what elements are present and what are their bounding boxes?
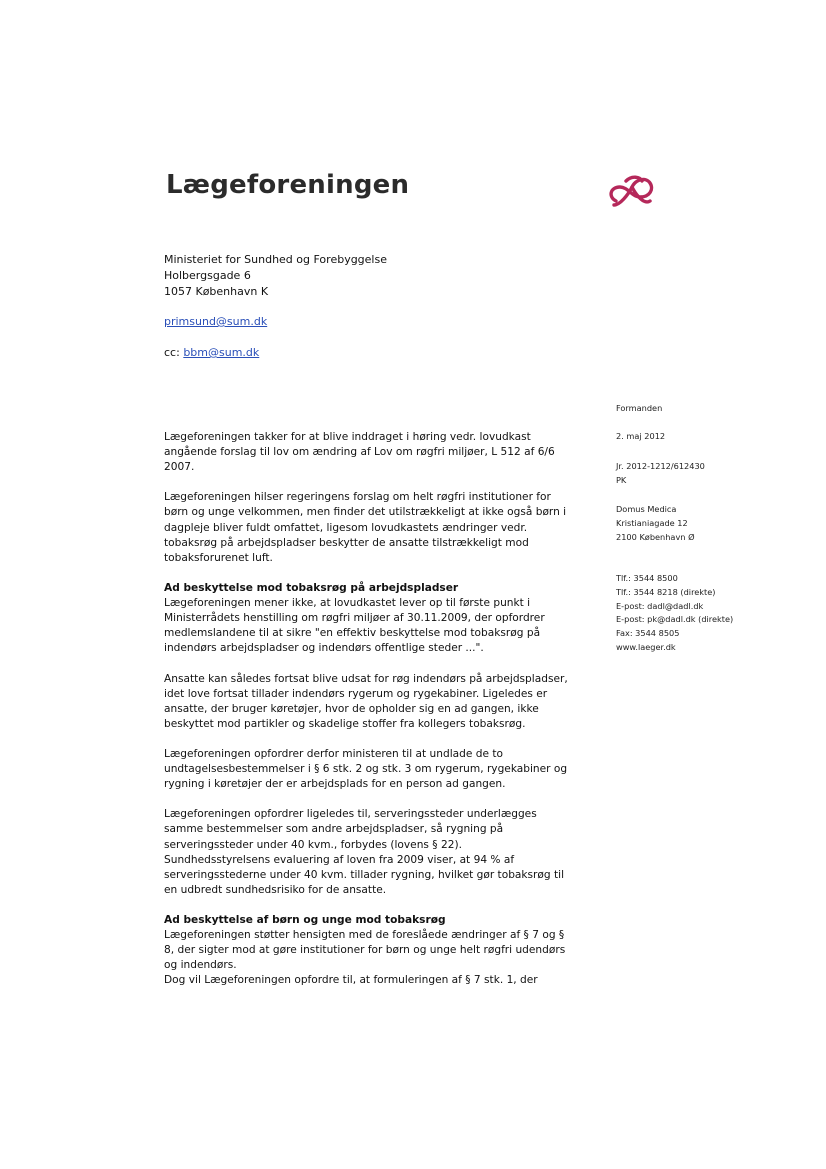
text-line: rygning i køretøjer der er arbejdsplads for en person ad gangen. bbox=[164, 778, 506, 791]
recipient-email-row bbox=[164, 315, 267, 328]
text-line: Ansatte kan således fortsat blive udsat for røg indendørs på arbejdspladser, bbox=[164, 672, 568, 685]
text-line: serveringsstederne under 40 kvm. tillader rygning, hvilket gør tobaksrøg til bbox=[164, 868, 565, 881]
caduceus-serpent-icon bbox=[606, 171, 658, 213]
cc-email-link[interactable]: bbm@sum.dk bbox=[183, 346, 260, 359]
paragraph bbox=[164, 581, 584, 656]
recipient-line: 1057 København K bbox=[164, 285, 269, 298]
paragraph bbox=[164, 807, 584, 898]
text-line: indendørs arbejdspladser og indendørs offentlige steder ...". bbox=[164, 642, 484, 655]
paragraph bbox=[164, 672, 584, 732]
text-line: og indendørs. bbox=[164, 959, 237, 972]
paragraph bbox=[164, 430, 584, 475]
paragraph bbox=[164, 747, 584, 792]
contact-line: E-post: pk@dadl.dk (direkte) bbox=[616, 614, 734, 625]
text-line: beskyttet mod partikler og skadelige stoffer fra kollegers tobaksrøg. bbox=[164, 717, 526, 730]
recipient-email-link[interactable]: primsund@sum.dk bbox=[164, 315, 268, 328]
text-line: børn og unge velkommen, men finder det utilstrækkeligt at ikke også børn i bbox=[164, 506, 567, 519]
text-line: serveringssteder under 40 kvm., forbydes (lovens § 22). bbox=[164, 838, 462, 851]
text-line: samme bestemmelser som andre arbejdspladser, så rygning på bbox=[164, 823, 504, 836]
text-line: 2007. bbox=[164, 461, 195, 474]
organization-name: Lægeforeningen bbox=[166, 170, 410, 200]
cc-row bbox=[164, 346, 259, 359]
text-line: Lægeforeningen opfordrer derfor ministeren til at undlade de to bbox=[164, 747, 503, 760]
sender-initials: PK bbox=[616, 474, 627, 485]
section-heading: Ad beskyttelse af børn og unge mod tobaksrøg bbox=[164, 914, 446, 926]
text-line: ansatte, der bruger køretøjer, hvor de opholder sig en ad gangen, ikke bbox=[164, 702, 539, 715]
text-line: Lægeforeningen støtter hensigten med de foreslåede ændringer af § 7 og § bbox=[164, 929, 565, 942]
text-line: Dog vil Lægeforeningen opfordre til, at formuleringen af § 7 stk. 1, der bbox=[164, 974, 538, 987]
text-line: Sundhedsstyrelsens evaluering af loven fra 2009 viser, at 94 % af bbox=[164, 853, 515, 866]
text-line: Lægeforeningen hilser regeringens forslag om helt røgfri institutioner for bbox=[164, 491, 551, 504]
sidebar-address bbox=[616, 503, 695, 544]
letter-body bbox=[164, 430, 584, 988]
text-line: dagpleje bliver fuldt omfattet, ligesom lovudkastets ændringer vedr. bbox=[164, 521, 528, 534]
text-line: idet love fortsat tillader indendørs rygerum og rygekabiner. Ligeledes er bbox=[164, 687, 548, 700]
recipient-line: Ministeriet for Sundhed og Forebyggelse bbox=[164, 253, 387, 266]
paragraph bbox=[164, 913, 584, 988]
text-line: undtagelsesbestemmelser i § 6 stk. 2 og stk. 3 om rygerum, rygekabiner og bbox=[164, 763, 568, 776]
text-line: angående forslag til lov om ændring af Lov om røgfri miljøer, L 512 af 6/6 bbox=[164, 446, 555, 459]
contact-line: Tlf.: 3544 8218 (direkte) bbox=[616, 586, 716, 597]
recipient-line: Holbergsgade 6 bbox=[164, 269, 251, 282]
text-line: en udbredt sundhedsrisiko for de ansatte. bbox=[164, 883, 387, 896]
text-line: Lægeforeningen takker for at blive inddraget i høring vedr. lovudkast bbox=[164, 431, 531, 443]
sidebar-title bbox=[616, 402, 662, 416]
cc-label: cc: bbox=[164, 346, 180, 359]
sender-address-line: Domus Medica bbox=[616, 504, 677, 514]
text-line: 8, der sigter mod at gøre institutioner for børn og unge helt røgfri udendørs bbox=[164, 944, 566, 957]
sender-title: Formanden bbox=[616, 403, 663, 413]
contact-line: E-post: dadl@dadl.dk bbox=[616, 600, 704, 611]
letter-date: 2. maj 2012 bbox=[616, 431, 666, 441]
sender-address-line: Kristianiagade 12 bbox=[616, 517, 688, 528]
section-heading: Ad beskyttelse mod tobaksrøg på arbejdspladser bbox=[164, 581, 459, 594]
text-line: tobaksforurenet luft. bbox=[164, 551, 273, 564]
text-line: Lægeforeningen mener ikke, at lovudkastet lever op til første punkt i bbox=[164, 597, 531, 610]
text-line: tobaksrøg på arbejdspladser beskytter de ansatte tilstrækkeligt mod bbox=[164, 536, 529, 549]
sidebar-contact bbox=[616, 572, 733, 655]
journal-number: Jr. 2012-1212/612430 bbox=[616, 461, 705, 471]
contact-line: Tlf.: 3544 8500 bbox=[616, 573, 678, 583]
contact-line: Fax: 3544 8505 bbox=[616, 628, 680, 639]
text-line: Ministerrådets henstilling om røgfri miljøer af 30.11.2009, der opfordrer bbox=[164, 612, 545, 625]
text-line: medlemslandene til at sikre "en effektiv beskyttelse mod tobaksrøg på bbox=[164, 627, 541, 640]
text-line: Lægeforeningen opfordrer ligeledes til, serveringssteder underlægges bbox=[164, 808, 537, 821]
contact-line: www.laeger.dk bbox=[616, 641, 676, 652]
sidebar-journal bbox=[616, 460, 705, 488]
paragraph bbox=[164, 490, 584, 565]
sender-address-line: 2100 København Ø bbox=[616, 531, 695, 542]
recipient-address bbox=[164, 252, 387, 300]
sidebar-date bbox=[616, 430, 665, 444]
